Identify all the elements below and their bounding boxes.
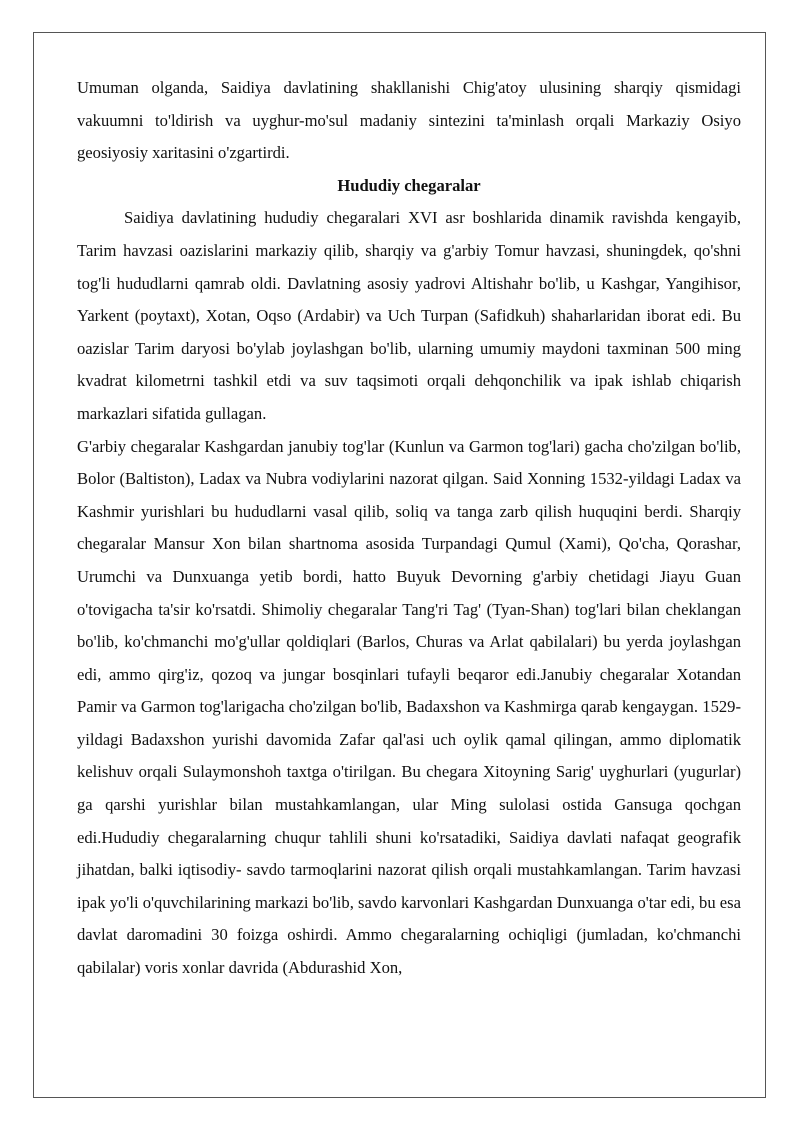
- intro-paragraph: Umuman olganda, Saidiya davlatining shakllanishi Chig'atoy ulusining sharqiy qismidagi vakuumni to'ldirish va uyghur-mo'sul madaniy sintezini ta'minlash orqali Markaziy Osiyo geosiyosiy xaritasini o'zgartirdi.: [77, 78, 741, 163]
- paragraph-borders: G'arbiy chegaralar Kashgardan janubiy tog'lar (Kunlun va Garmon tog'lari) gacha cho'zilgan bo'lib, Bolor (Baltiston), Ladax va Nubra vodiylarini nazorat qilgan. Said Xonning 1532-yildagi Ladax va Kashmir yurishlari bu hududlarni vasal qilib, soliq va tanga zarb qilish huquqini berdi. Sharqiy chegaralar Mansur Xon bilan shartnoma asosida Turpandagi Qumul (Xami), Qo'cha, Qorashar, Urumchi va Dunxuanga yetib bordi, hatto Buyuk Devorning g'arbiy chetidagi Jiayu Guan o'tovigacha ta'sir ko'rsatdi. Shimoliy chegaralar Tang'ri Tag' (Tyan-Shan) tog'lari bilan cheklangan bo'lib, ko'chmanchi mo'g'ullar qoldiqlari (Barlos, Churas va Arlat qabilalari) bu yerda joylashgan edi, ammo qirg'iz, qozoq va jungar bosqinlari tufayli beqaror edi.Janubiy chegaralar Xotandan Pamir va Garmon tog'larigacha cho'zilgan bo'lib, Badaxshon va Kashmirga qarab kengaygan. 1529-yildagi Badaxshon yurishi davomida Zafar qal'asi uch oylik qamal qilingan, ammo diplomatik kelishuv orqali Sulaymonshoh taxtga o'tirilgan. Bu chegara Xitoyning Sarig' uyghurlari (yugurlar) ga qarshi yurishlar bilan mustahkamlangan, ular Ming sulolasi ostida Gansuga qochgan edi.Hududiy chegaralarning chuqur tahlili shuni ko'rsatadiki, Saidiya davlati nafaqat geografik jihatdan, balki iqtisodiy- savdo tarmoqlarini nazorat qilish orqali mustahkamlangan. Tarim havzasi ipak yo'li o'quvchilarining markazi bo'lib, savdo karvonlari Kashgardan Dunxuanga o'tar edi, bu esa davlat daromadini 30 foizga oshirdi. Ammo chegaralarning ochiqligi (jumladan, ko'chmanchi qabilalar) voris xonlar davrida (Abdurashid Xon,: [77, 436, 741, 978]
- paragraph-territory-core: Saidiya davlatining hududiy chegaralari XVI asr boshlarida dinamik ravishda kengayib, Tarim havzasi oazislarini markaziy qilib, sharqiy va g'arbiy Tomur havzasi, shuningdek, qo'shni tog'li hududlarni qamrab oldi. Davlatning asosiy yadrovi Altishahr bo'lib, u Kashgar, Yangihisor, Yarkent (poytaxt), Xotan, Oqso (Ardabir) va Uch Turpan (Safidkuh) shaharlaridan iborat edi. Bu oazislar Tarim daryosi bo'ylab joylashgan bo'lib, ularning umumiy maydoni taxminan 500 ming kvadrat kilometrni tashkil etdi va suv taqsimoti orqali dehqonchilik va ipak ishlab chiqarish markazlari sifatida gullagan.: [77, 208, 741, 423]
- section-heading: Hududiy chegaralar: [337, 175, 481, 195]
- document-body: [77, 72, 741, 985]
